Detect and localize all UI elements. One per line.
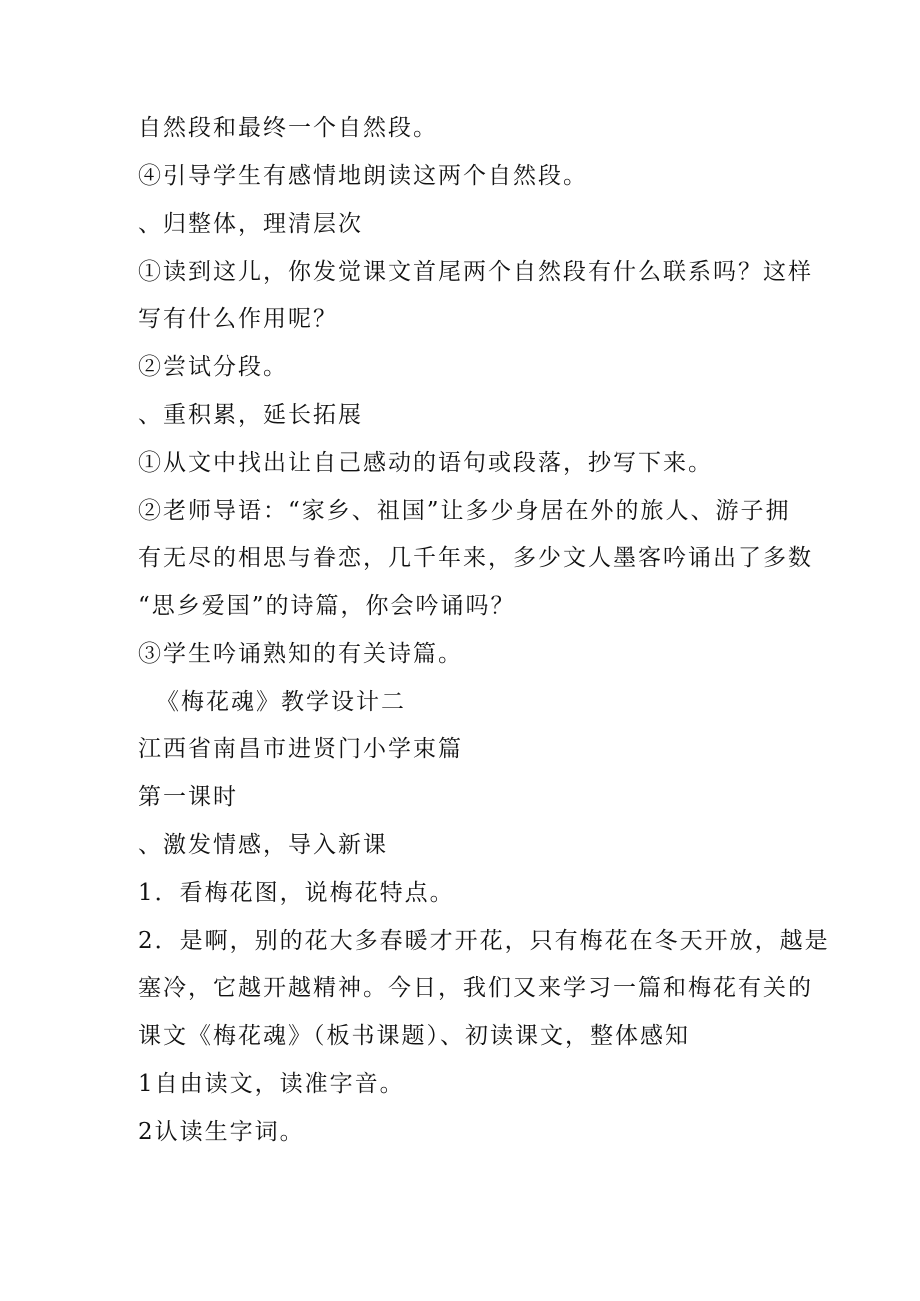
lesson-heading: 第一课时 [138,784,238,810]
text-line: 1．看梅花图，说梅花特点。 [138,880,455,906]
text-line: 塞冷，它越开越精神。今日，我们又来学习一篇和梅花有关的 [138,975,813,1001]
text-line: ④引导学生有感情地朗读这两个自然段。 [138,163,588,189]
text-line: 写有什么作用呢？ [138,306,338,332]
text-line: 课文《梅花魂》（板书课题）、初读课文，整体感知 [138,1023,690,1049]
text-line: ②尝试分段。 [138,354,288,380]
text-line: 自然段和最终一个自然段。 [138,115,438,141]
text-line: ②老师导语：“家乡、祖国”让多少身居在外的旅人、游子拥 [138,498,791,524]
section-heading: 、激发情感，导入新课 [138,832,388,858]
text-line: 1自由读文，读准字音。 [138,1071,405,1097]
text-line: ③学生吟诵熟知的有关诗篇。 [138,641,463,667]
text-line: ①从文中找出让自己感动的语句或段落，抄写下来。 [138,450,713,476]
section-heading: 、重积累，延长拓展 [138,402,363,428]
text-line: “思乡爱国”的诗篇，你会吟诵吗？ [138,593,516,619]
section-heading: 、归整体，理清层次 [138,211,363,237]
author-line: 江西省南昌市进贤门小学束篇 [138,736,463,762]
text-line: 有无尽的相思与眷恋，几千年来，多少文人墨客吟诵出了多数 [138,545,813,571]
text-line: 2认读生字词。 [138,1119,305,1145]
text-line: 2．是啊，别的花大多春暖才开花，只有梅花在冬天开放，越是 [138,928,830,954]
document-title: 《梅花魂》教学设计二 [156,689,406,715]
text-line: ①读到这儿，你发觉课文首尾两个自然段有什么联系吗？这样 [138,259,813,285]
